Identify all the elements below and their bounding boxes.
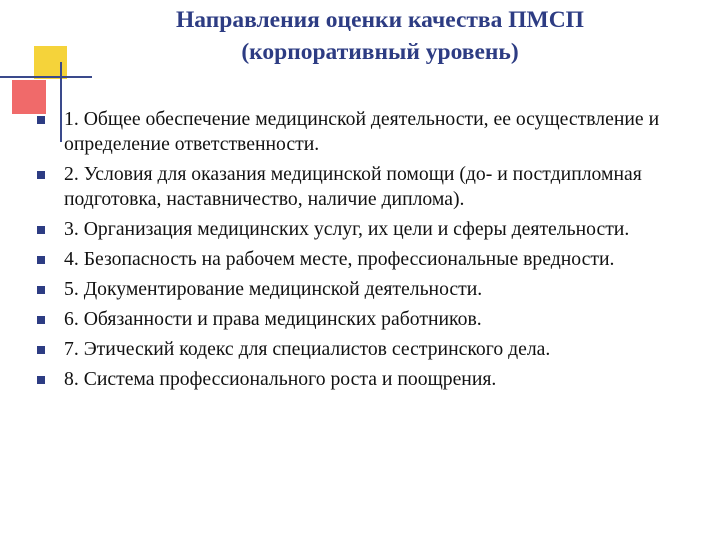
list-item-text: 2. Условия для оказания медицинской помощи (до- и постдипломная подготовка, наставничество, наличие диплома). [64, 163, 642, 210]
decorative-horizontal-line [0, 76, 92, 78]
list-item-text: 1. Общее обеспечение медицинской деятельности, ее осуществление и определение ответственности. [64, 108, 660, 155]
quality-directions-list [36, 107, 696, 397]
list-item [36, 247, 696, 272]
list-item-text: 6. Обязанности и права медицинских работников. [64, 308, 482, 330]
list-item [36, 307, 696, 332]
square-bullet-icon [37, 376, 45, 384]
slide-title [80, 4, 680, 68]
list-item-text: 3. Организация медицинских услуг, их цели и сферы деятельности. [64, 218, 630, 240]
list-item-text: 4. Безопасность на рабочем месте, профессиональные вредности. [64, 248, 615, 270]
list-item [36, 107, 696, 157]
list-item [36, 337, 696, 362]
list-item [36, 367, 696, 392]
square-bullet-icon [37, 116, 45, 124]
list-item-text: 8. Система профессионального роста и поощрения. [64, 368, 497, 390]
square-bullet-icon [37, 346, 45, 354]
decorative-yellow-square [34, 46, 67, 79]
square-bullet-icon [37, 226, 45, 234]
slide-title-line-1: Направления оценки качества ПМСП [176, 7, 584, 33]
square-bullet-icon [37, 316, 45, 324]
list-item-text: 7. Этический кодекс для специалистов сестринского дела. [64, 338, 551, 360]
square-bullet-icon [37, 171, 45, 179]
list-item [36, 277, 696, 302]
square-bullet-icon [37, 286, 45, 294]
list-item-text: 5. Документирование медицинской деятельности. [64, 278, 483, 300]
square-bullet-icon [37, 256, 45, 264]
list-item [36, 217, 696, 242]
list-item [36, 162, 696, 212]
slide-title-line-2: (корпоративный уровень) [241, 39, 519, 65]
